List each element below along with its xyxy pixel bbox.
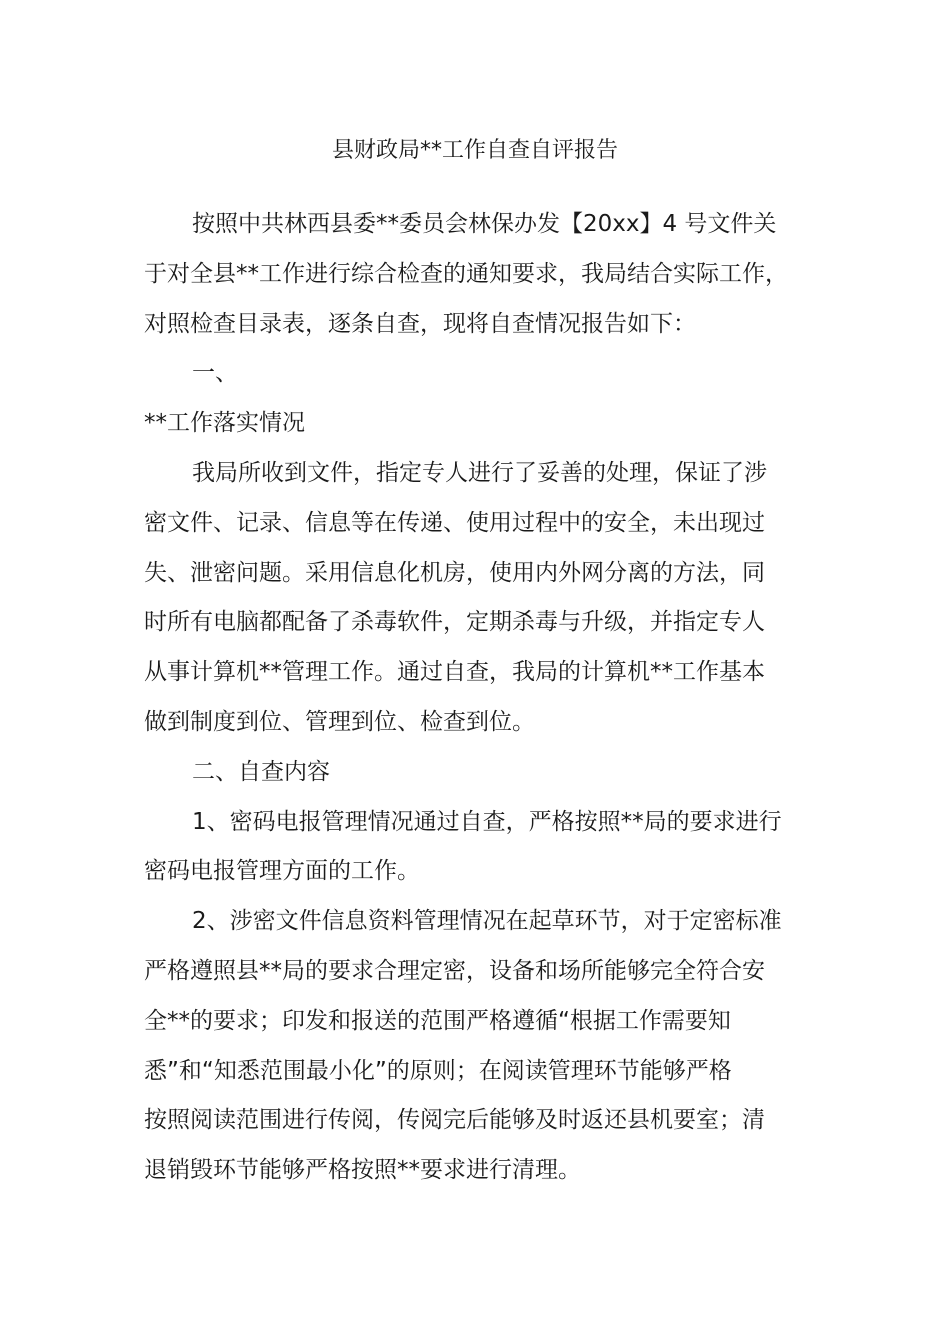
paragraph-line: 我局所收到文件，指定专人进行了妥善的处理，保证了涉: [192, 459, 767, 486]
section-number: 一、: [192, 360, 238, 387]
section-heading: **工作落实情况: [144, 410, 305, 437]
paragraph-line: 于对全县**工作进行综合检查的通知要求，我局结合实际工作，: [144, 260, 788, 287]
paragraph-line: 失、泄密问题。采用信息化机房，使用内外网分离的方法，同: [144, 559, 765, 586]
paragraph-line: 按照阅读范围进行传阅，传阅完后能够及时返还县机要室；清: [144, 1107, 765, 1134]
paragraph-line: 时所有电脑都配备了杀毒软件，定期杀毒与升级，并指定专人: [144, 609, 765, 636]
document-title: 县财政局**工作自查自评报告: [331, 138, 618, 163]
paragraph-line: 全**的要求；印发和报送的范围严格遵循“根据工作需要知: [144, 1007, 731, 1034]
paragraph-line: 悉”和“知悉范围最小化”的原则；在阅读管理环节能够严格: [144, 1057, 732, 1084]
paragraph-line: 退销毁环节能够严格按照**要求进行清理。: [144, 1157, 581, 1184]
paragraph-line: 对照检查目录表，逐条自查，现将自查情况报告如下：: [144, 310, 696, 337]
paragraph-line: 做到制度到位、管理到位、检查到位。: [144, 708, 535, 735]
paragraph-line: 从事计算机**管理工作。通过自查，我局的计算机**工作基本: [144, 659, 765, 686]
paragraph-line: 2、涉密文件信息资料管理情况在起草环节，对于定密标准: [192, 908, 782, 935]
paragraph-line: 密码电报管理方面的工作。: [144, 858, 420, 885]
paragraph-line: 按照中共林西县委**委员会林保办发【20xx】4 号文件关: [192, 211, 777, 237]
document-body: [144, 200, 806, 1196]
paragraph-line: 严格遵照县**局的要求合理定密，设备和场所能够完全符合安: [144, 957, 765, 984]
paragraph-line: 密文件、记录、信息等在传递、使用过程中的安全，未出现过: [144, 509, 765, 536]
section-heading: 二、自查内容: [192, 758, 330, 785]
paragraph-line: 1、密码电报管理情况通过自查，严格按照**局的要求进行: [192, 808, 782, 835]
